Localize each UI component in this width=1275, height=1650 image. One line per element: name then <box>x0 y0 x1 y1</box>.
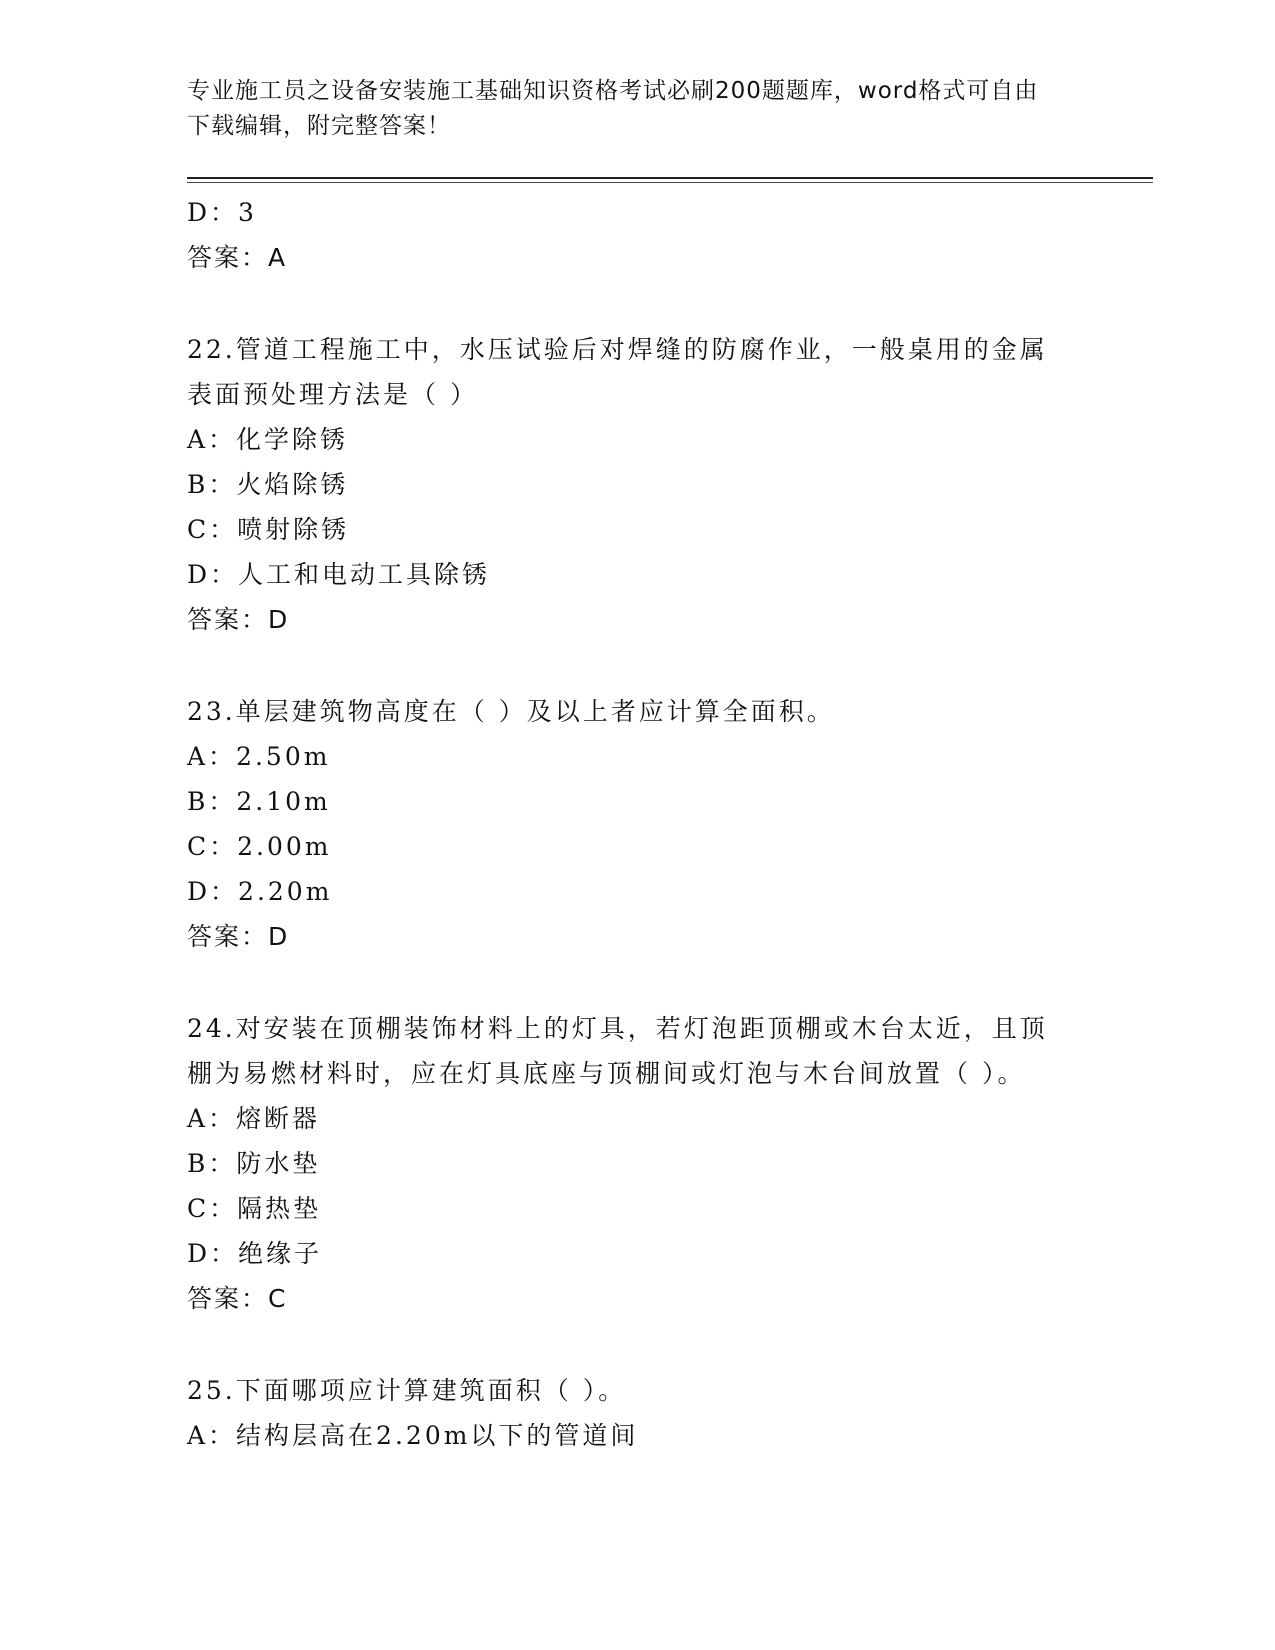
option-b: B：2.10m <box>187 787 331 816</box>
answer-line: 答案：D <box>187 605 290 634</box>
header-divider-thick <box>187 177 1153 179</box>
option-b: B：火焰除锈 <box>187 470 349 499</box>
option-c: C：2.00m <box>187 832 332 861</box>
option-d: D：2.20m <box>187 877 333 906</box>
question-22 <box>187 327 1087 642</box>
answer-line: 答案：D <box>187 922 290 951</box>
option-d: D：人工和电动工具除锈 <box>187 560 491 589</box>
option-a: A：化学除锈 <box>187 425 349 454</box>
option-a: A：熔断器 <box>187 1104 321 1133</box>
question-stem-line: 表面预处理方法是（ ） <box>187 380 478 409</box>
question-stem-line: 22.管道工程施工中，水压试验后对焊缝的防腐作业，一般桌用的金属 <box>187 335 1048 364</box>
option-b: B：防水垫 <box>187 1149 321 1178</box>
question-23 <box>187 689 1087 959</box>
question-content <box>187 190 1087 1458</box>
previous-question-tail <box>187 190 1087 280</box>
question-25 <box>187 1368 1087 1458</box>
question-24 <box>187 1006 1087 1321</box>
header-divider-thin <box>187 182 1153 183</box>
option-a: A：结构层高在2.20m以下的管道间 <box>187 1421 639 1450</box>
answer-line: 答案：A <box>187 243 288 272</box>
option-c: C：隔热垫 <box>187 1194 322 1223</box>
answer-line: 答案：C <box>187 1284 288 1313</box>
question-stem-line: 棚为易燃材料时，应在灯具底座与顶棚间或灯泡与木台间放置（ ）。 <box>187 1059 1026 1088</box>
header-line-1: 专业施工员之设备安装施工基础知识资格考试必刷200题题库，word格式可自由 <box>187 78 1039 104</box>
option-d: D：绝缘子 <box>187 1239 323 1268</box>
document-header <box>187 74 1067 144</box>
option-d: D：3 <box>187 198 257 227</box>
option-a: A：2.50m <box>187 742 331 771</box>
question-stem-line: 24.对安装在顶棚装饰材料上的灯具，若灯泡距顶棚或木台太近，且顶 <box>187 1014 1048 1043</box>
header-line-2: 下载编辑，附完整答案！ <box>187 113 451 139</box>
option-c: C：喷射除锈 <box>187 515 350 544</box>
question-stem-line: 23.单层建筑物高度在（ ）及以上者应计算全面积。 <box>187 697 835 726</box>
question-stem-line: 25.下面哪项应计算建筑面积（ ）。 <box>187 1376 627 1405</box>
